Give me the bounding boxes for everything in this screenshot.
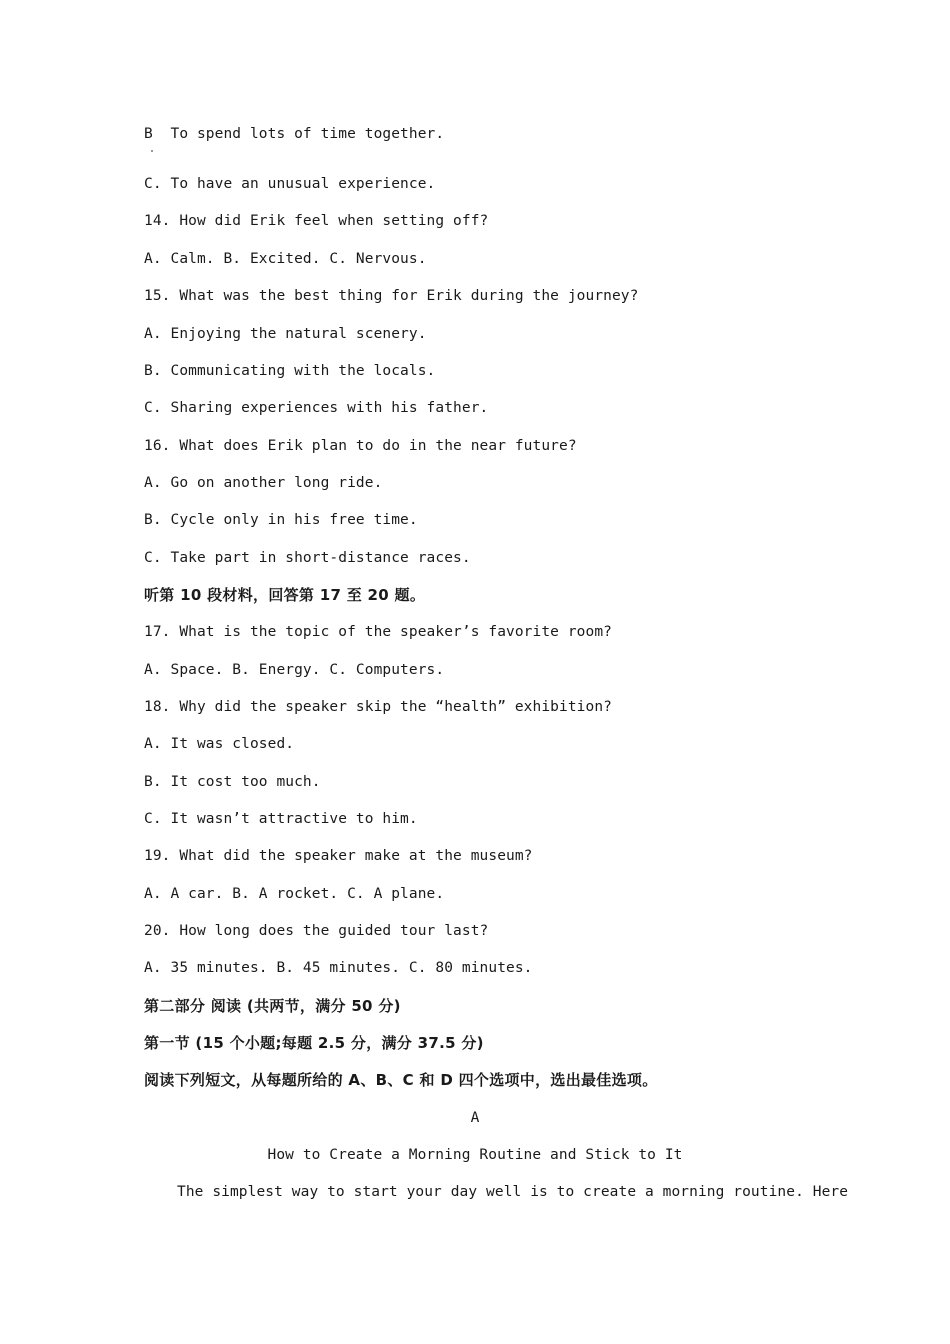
option-16b: B. Cycle only in his free time. [144,512,418,528]
option-16c: C. Take part in short-distance races. [144,550,471,566]
question-20: 20. How long does the guided tour last? [144,923,489,939]
option-13c: C. To have an unusual experience. [144,176,436,192]
passage-title: How to Create a Morning Routine and Stick to It [267,1147,683,1163]
question-17: 17. What is the topic of the speaker’s favorite room? [144,624,612,640]
options-17: A. Space. B. Energy. C. Computers. [144,662,445,678]
option-18a: A. It was closed. [144,736,295,752]
option-15c: C. Sharing experiences with his father. [144,400,489,416]
options-14: A. Calm. B. Excited. C. Nervous. [144,251,427,267]
option-18c: C. It wasn’t attractive to him. [144,811,418,827]
options-19: A. A car. B. A rocket. C. A plane. [144,886,445,902]
question-14: 14. How did Erik feel when setting off? [144,213,489,229]
stray-mark [151,150,153,152]
option-13b: B To spend lots of time together. [144,126,445,142]
question-18: 18. Why did the speaker skip the “health” exhibition? [144,699,612,715]
section-one-heading: 第一节 (15 个小题;每题 2.5 分，满分 37.5 分) [144,1034,484,1052]
passage-label: A [470,1110,480,1126]
option-15b: B. Communicating with the locals. [144,363,436,379]
options-20: A. 35 minutes. B. 45 minutes. C. 80 minutes. [144,960,533,976]
option-15a: A. Enjoying the natural scenery. [144,326,427,342]
reading-instruction: 阅读下列短文，从每题所给的 A、B、C 和 D 四个选项中，选出最佳选项。 [144,1071,658,1089]
question-19: 19. What did the speaker make at the museum? [144,848,533,864]
passage-paragraph: The simplest way to start your day well is to create a morning routine. Here [177,1184,849,1200]
section-instruction-10: 听第 10 段材料，回答第 17 至 20 题。 [144,586,426,604]
question-16: 16. What does Erik plan to do in the near future? [144,438,577,454]
option-16a: A. Go on another long ride. [144,475,383,491]
question-15: 15. What was the best thing for Erik during the journey? [144,288,639,304]
part-two-heading: 第二部分 阅读 (共两节，满分 50 分) [144,997,401,1015]
option-18b: B. It cost too much. [144,774,321,790]
